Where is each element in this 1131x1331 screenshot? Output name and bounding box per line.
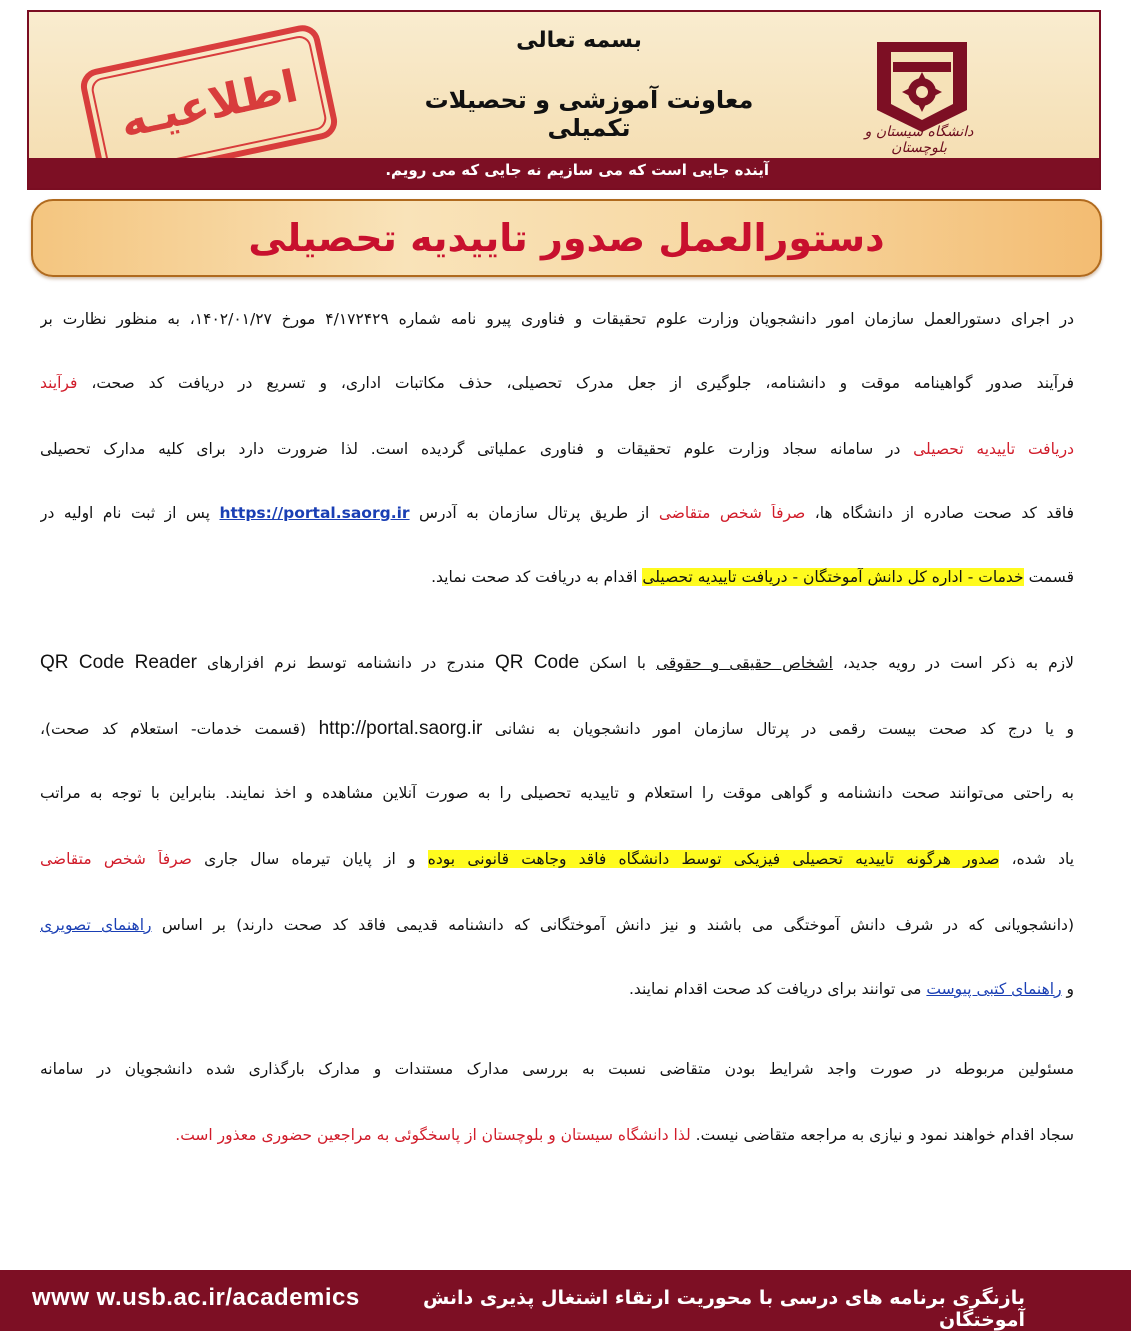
no-in-person-notice: لذا دانشگاه سیستان و بلوچستان از پاسخگوئی به مراجعین حضوری معذور است. (175, 1126, 691, 1144)
para1-line1 (40, 310, 1074, 328)
motto-text: آینده جایی است که می سازیم نه جایی که می رویم. (385, 161, 769, 179)
visual-guide-link[interactable]: راهنمای تصویری (40, 916, 152, 934)
para2-line1-text-b: با اسکن (579, 654, 656, 672)
receive-certificate-highlight: دریافت تاییدیه تحصیلی (913, 440, 1074, 458)
para2-line4-text-a: یاد شده، (999, 850, 1074, 868)
para2-line5-text: (دانشجویانی که در شرف دانش آموختگی می باشند و نیز دانش آموختگانی که دانشنامه قدیمی فاقد کد صحت دارند) بر اساس (151, 916, 1074, 934)
portal-url-text: http://portal.saorg.ir (318, 718, 483, 739)
applicant-only-highlight-2: صرفاً شخص متقاضی (40, 850, 192, 868)
para2-line3 (40, 784, 1074, 802)
para1-line5-text-a: قسمت (1023, 568, 1074, 586)
para2-line1-text-a: لازم به ذکر است در رویه جدید، (832, 654, 1074, 672)
para1-line3 (40, 440, 1074, 458)
para2-line6-text-b: می توانند برای دریافت کد صحت اقدام نمایند. (628, 980, 927, 998)
services-path-highlight: خدمات - اداره کل دانش آموختگان - دریافت تاییدیه تحصیلی (642, 568, 1024, 586)
university-name-logotype: دانشگاه سیستان و بلوچستان (864, 124, 974, 156)
title-bar (31, 199, 1102, 277)
para1-line4-text-c: پس از ثبت نام اولیه در (40, 504, 220, 522)
para2-line2 (40, 718, 1074, 740)
para3-line2-text: سجاد اقدام خواهند نمود و نیازی به مراجعه متقاضی نیست. (690, 1126, 1074, 1144)
motto-strip (29, 158, 1099, 188)
para2-line1-text-c: مندرج در دانشنامه توسط نرم افزارهای (196, 654, 495, 672)
para1-line4-text-a: فاقد کد صحت صادره از دانشگاه ها، (805, 504, 1074, 522)
para1-line2 (40, 374, 1074, 392)
qr-reader-term: QR Code Reader (40, 652, 197, 673)
header-banner (27, 10, 1101, 190)
portal-link[interactable]: https://portal.saorg.ir (219, 504, 410, 522)
qr-code-term: QR Code (494, 652, 580, 673)
para2-line6 (40, 980, 1074, 998)
written-guide-link[interactable]: راهنمای کتبی پیوست (926, 980, 1062, 998)
para3-line1-text: مسئولین مربوطه در صورت واجد شرایط بودن متقاضی نسبت به بررسی مدارک مستندات و مدارک بارگذاری شده دانشجویان در سامانه (40, 1060, 1074, 1078)
para2-line4 (40, 850, 1074, 868)
applicant-only-highlight: صرفاً شخص متقاضی (658, 504, 806, 522)
para1-line2-text: فرآیند صدور گواهینامه موقت و دانشنامه، جلوگیری از جعل مدرک تحصیلی، حذف مکاتبات اداری، و تسریع در دریافت کد صحت، (77, 374, 1074, 392)
legal-persons-underlined: اشخاص حقیقی و حقوقی (655, 654, 833, 672)
para1-line4 (40, 504, 1074, 522)
para2-line6-text-a: و (1061, 980, 1074, 998)
document-title: دستورالعمل صدور تاییدیه تحصیلی (248, 216, 885, 260)
para2-line1 (40, 652, 1074, 674)
para2-line4-text-b: و از پایان تیرماه سال جاری (191, 850, 428, 868)
para2-line5 (40, 916, 1074, 934)
para2-line3-text: به راحتی می‌توانند صحت دانشنامه و گواهی موقت را استعلام و تاییدیه تحصیلی را به صورت آنلاین مشاهده و اخذ نمایند. بنابراین با توجه به مراتب (40, 784, 1074, 802)
para2-line2-text-a: و یا درج کد صحت بیست رقمی در پرتال سازمان امور دانشجویان به نشانی (482, 720, 1074, 738)
para3-line2 (40, 1126, 1074, 1144)
para2-line2-text-b: (قسمت خدمات- استعلام کد صحت)، (40, 720, 319, 738)
no-physical-certificate-highlight: صدور هرگونه تاییدیه تحصیلی فیزیکی توسط دانشگاه فاقد وجاهت قانونی بوده (427, 850, 1000, 868)
para1-line5 (40, 568, 1074, 586)
para3-line1 (40, 1060, 1074, 1078)
bismillah-heading: بسمه تعالی (516, 28, 642, 53)
para1-line4-text-b: از طریق پرتال سازمان به آدرس (409, 504, 659, 522)
para1-line1-text: در اجرای دستورالعمل سازمان امور دانشجویان وزارت علوم تحقیقات و فناوری پیرو نامه شماره ۴/۱۷۲۴۲۹ مورخ ۱۴۰۲/۰۱/۲۷، به منظور نظارت بر (40, 310, 1074, 328)
footer-bar (0, 1270, 1131, 1331)
footer-slogan: بازنگری برنامه های درسی با محوریت ارتقاء اشتغال پذیری دانش آموختگان (423, 1287, 1025, 1331)
footer-website-link[interactable]: www w.usb.ac.ir/academics (32, 1284, 360, 1311)
deputy-title: معاونت آموزشی و تحصیلات تکمیلی (424, 86, 754, 142)
para1-line3-text: در سامانه سجاد وزارت علوم تحقیقات و فناوری عملیاتی گردیده است. لذا ضرورت دارد برای کلیه مدارک تحصیلی (40, 440, 914, 458)
stamp-label: اطلاعیـه (115, 60, 303, 148)
para1-line5-text-b: اقدام به دریافت کد صحت نماید. (431, 568, 643, 586)
process-highlight: فرآیند (40, 374, 78, 392)
